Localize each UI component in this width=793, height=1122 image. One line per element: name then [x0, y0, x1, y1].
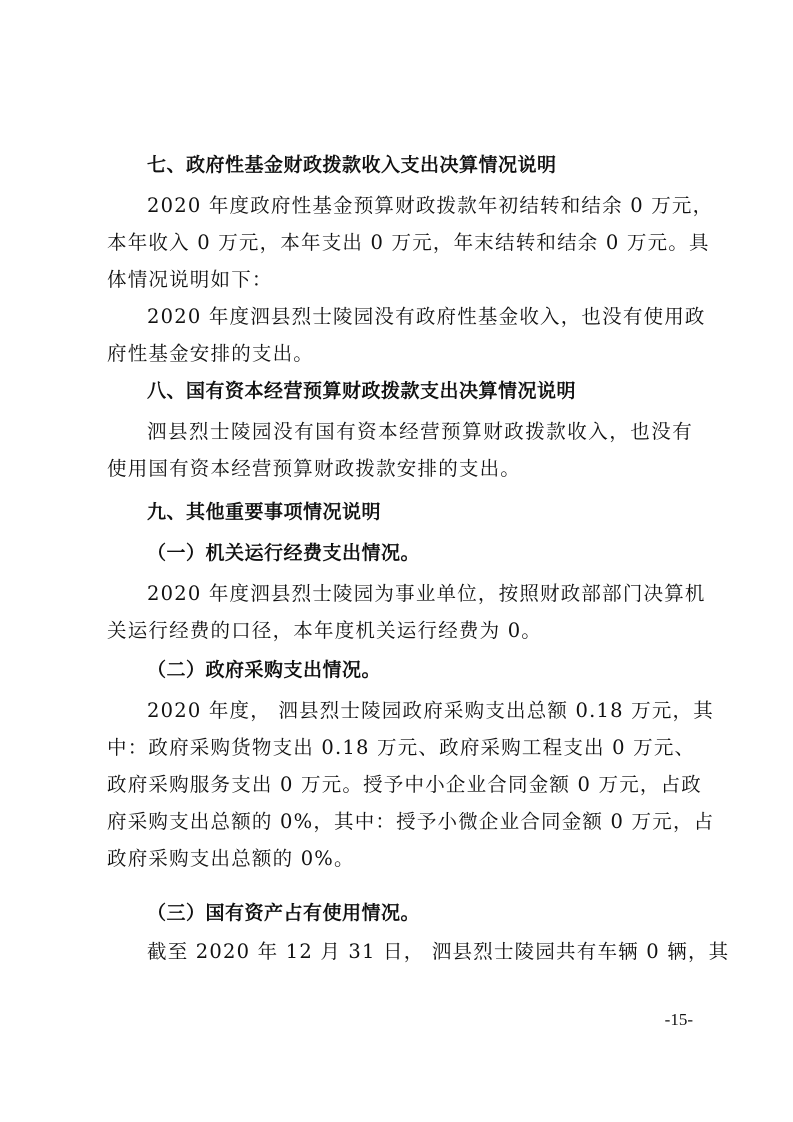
paragraph-line: 政府采购支出总额的 0%。	[107, 847, 355, 870]
paragraph-line: 2020 年度泗县烈士陵园为事业单位，按照财政部部门决算机	[147, 582, 706, 605]
paragraph-line: 关运行经费的口径，本年度机关运行经费为 0。	[107, 619, 543, 642]
section-9-heading: 九、其他重要事项情况说明	[147, 501, 382, 523]
paragraph-line: 泗县烈士陵园没有国有资本经营预算财政拨款收入，也没有	[147, 420, 693, 443]
subsection-3-heading: （三）国有资产占有使用情况。	[147, 902, 421, 924]
subsection-2-heading: （二）政府采购支出情况。	[147, 659, 382, 681]
paragraph-line: 2020 年度政府性基金预算财政拨款年初结转和结余 0 万元，	[147, 194, 714, 217]
section-7-heading: 七、政府性基金财政拨款收入支出决算情况说明	[147, 154, 557, 176]
paragraph-line: 体情况说明如下：	[107, 268, 273, 291]
paragraph-line: 使用国有资本经营预算财政拨款安排的支出。	[107, 457, 522, 480]
paragraph-line: 本年收入 0 万元，本年支出 0 万元，年末结转和结余 0 万元。具	[107, 231, 710, 254]
paragraph-line: 政府采购服务支出 0 万元。授予中小企业合同金额 0 万元，占政	[107, 773, 703, 796]
subsection-1-heading: （一）机关运行经费支出情况。	[147, 542, 421, 564]
paragraph-line: 截至 2020 年 12 月 31 日， 泗县烈士陵园共有车辆 0 辆，其	[147, 940, 730, 963]
paragraph-line: 府性基金安排的支出。	[107, 342, 315, 365]
paragraph-line: 2020 年度泗县烈士陵园没有政府性基金收入，也没有使用政	[147, 305, 706, 328]
paragraph-line: 府采购支出总额的 0%，其中：授予小微企业合同金额 0 万元，占	[107, 810, 715, 833]
section-8-heading: 八、国有资本经营预算财政拨款支出决算情况说明	[147, 380, 577, 402]
paragraph-line: 2020 年度， 泗县烈士陵园政府采购支出总额 0.18 万元，其	[147, 699, 714, 722]
paragraph-line: 中：政府采购货物支出 0.18 万元、政府采购工程支出 0 万元、	[107, 736, 696, 759]
page-number: -15-	[664, 1010, 693, 1029]
